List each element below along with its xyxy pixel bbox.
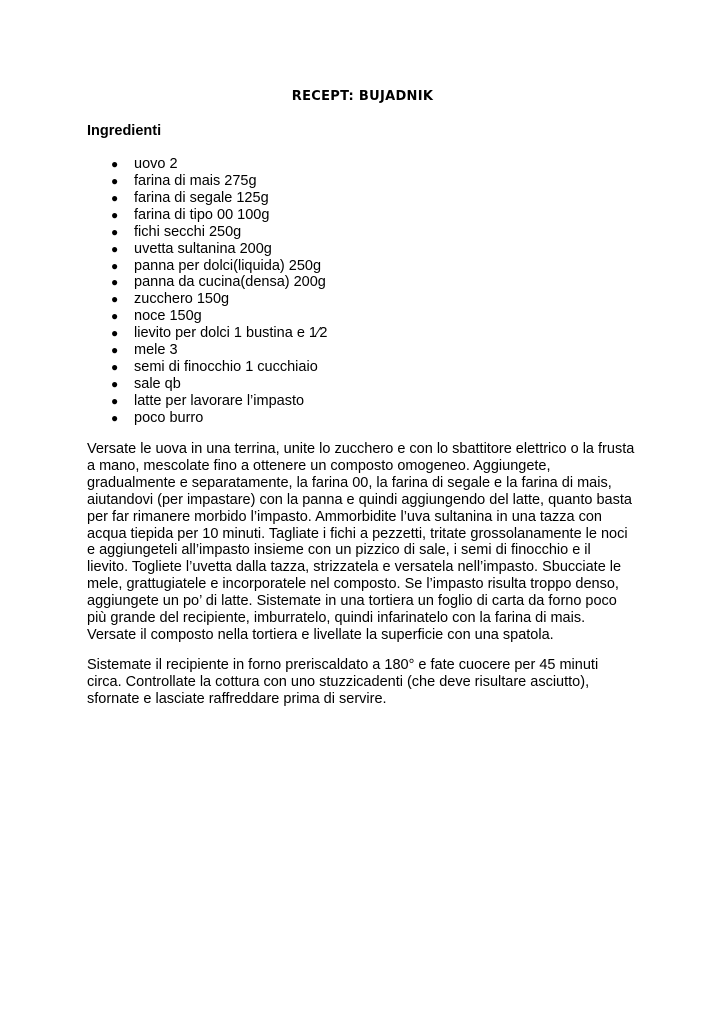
bullet-icon: ● xyxy=(111,190,119,205)
paragraph-line: gradualmente e separatamente, la farina 00, la farina di segale e la farina di mais, xyxy=(87,474,612,491)
ingredient-text: fichi secchi 250g xyxy=(134,223,242,240)
bullet-icon: ● xyxy=(111,241,119,256)
paragraph-line: Versate il composto nella tortiera e livellate la superficie con una spatola. xyxy=(87,626,554,643)
paragraph-line: Versate le uova in una terrina, unite lo zucchero e con lo sbattitore elettrico o la frusta xyxy=(87,441,635,457)
list-item xyxy=(0,241,327,258)
list-item xyxy=(0,325,327,342)
preparation-paragraph xyxy=(87,441,647,644)
bullet-icon: ● xyxy=(111,173,119,188)
ingredient-text: panna per dolci(liquida) 250g xyxy=(134,257,322,274)
list-item xyxy=(0,156,327,173)
ingredient-text: semi di finocchio 1 cucchiaio xyxy=(134,359,318,376)
bullet-icon: ● xyxy=(111,326,119,341)
list-item xyxy=(0,190,327,207)
ingredient-text: poco burro xyxy=(134,409,204,426)
paragraph-line: Sistemate il recipiente in forno preriscaldato a 180° e fate cuocere per 45 minuti xyxy=(87,657,599,673)
list-item xyxy=(0,291,327,308)
list-item xyxy=(0,393,327,410)
paragraph-line: lievito. Togliete l’uvetta dalla tazza, strizzatela e versatela nell’impasto. Sbucciate le xyxy=(87,559,622,576)
bullet-icon: ● xyxy=(111,292,119,307)
paragraph-line: mele, grattugiatele e incorporatele nel composto. Se l’impasto risulta troppo denso, xyxy=(87,576,619,593)
paragraph-line: circa. Controllate la cottura con uno stuzzicadenti (che deve risultare asciutto), xyxy=(87,673,590,690)
paragraph-line: acqua tiepida per 10 minuti. Tagliate i fichi a pezzetti, tritate grossolanamente le noci xyxy=(87,525,628,542)
list-item xyxy=(0,376,327,393)
bullet-icon: ● xyxy=(111,376,119,391)
ingredient-text: latte per lavorare l’impasto xyxy=(134,392,305,409)
list-item xyxy=(0,224,327,241)
list-item xyxy=(0,342,327,359)
bullet-icon: ● xyxy=(111,275,119,290)
list-item xyxy=(0,410,327,427)
bullet-icon: ● xyxy=(111,258,119,273)
baking-paragraph xyxy=(87,657,647,708)
ingredient-text: farina di mais 275g xyxy=(134,172,257,189)
ingredient-text: panna da cucina(densa) 200g xyxy=(134,274,326,291)
bullet-icon: ● xyxy=(111,157,119,171)
ingredients-list xyxy=(0,156,327,427)
ingredient-text: uvetta sultanina 200g xyxy=(134,240,272,257)
list-item xyxy=(0,207,327,224)
paragraph-line: aggiungete un po’ di latte. Sistemate in una tortiera un foglio di carta da forno poco xyxy=(87,593,617,610)
bullet-icon: ● xyxy=(111,360,119,375)
ingredient-text: noce 150g xyxy=(134,308,202,325)
bullet-icon: ● xyxy=(111,309,119,324)
paragraph-line: sfornate e lasciate raffreddare prima di servire. xyxy=(87,690,387,707)
bullet-icon: ● xyxy=(111,343,119,358)
ingredient-text: zucchero 150g xyxy=(134,291,230,308)
bullet-icon: ● xyxy=(111,224,119,239)
list-item xyxy=(0,274,327,291)
bullet-icon: ● xyxy=(111,393,119,408)
bullet-icon: ● xyxy=(111,410,119,425)
ingredients-heading: Ingredienti xyxy=(87,123,162,139)
ingredient-text: mele 3 xyxy=(134,342,178,359)
ingredient-text: lievito per dolci 1 bustina e 1⁄2 xyxy=(134,325,328,342)
list-item xyxy=(0,258,327,275)
paragraph-line: aiutandovi (per impastare) con la panna e quindi aggiungendo del latte, quanto basta xyxy=(87,491,632,508)
paragraph-line: più grande del recipiente, imburratelo, quindi infarinatelo con la farina di mais. xyxy=(87,610,586,627)
list-item xyxy=(0,308,327,325)
ingredient-text: sale qb xyxy=(134,375,181,392)
bullet-icon: ● xyxy=(111,207,119,222)
ingredient-text: farina di segale 125g xyxy=(134,189,269,206)
paragraph-line: a mano, mescolate fino a ottenere un composto omogeneo. Aggiungete, xyxy=(87,457,551,474)
recipe-title: RECEPT: BUJADNIK xyxy=(291,89,434,104)
list-item xyxy=(0,359,327,376)
list-item xyxy=(0,173,327,190)
ingredient-text: farina di tipo 00 100g xyxy=(134,206,270,223)
ingredient-text: uovo 2 xyxy=(134,156,178,172)
paragraph-line: per far rimanere morbido l’impasto. Ammorbidite l’uva sultanina in una tazza con xyxy=(87,508,602,525)
paragraph-line: e aggiungeteli all’impasto insieme con un pizzico di sale, i semi di finocchio e il xyxy=(87,542,591,559)
